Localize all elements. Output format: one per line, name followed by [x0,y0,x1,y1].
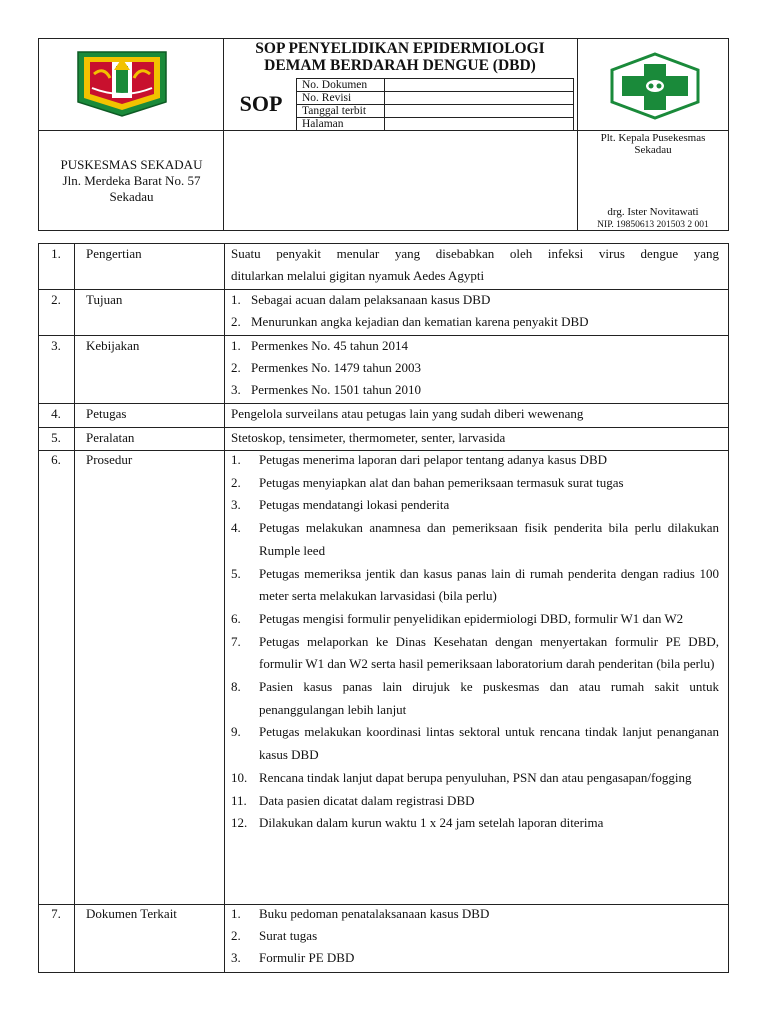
tujuan-list [231,289,719,333]
row-4-number: 4. [51,406,61,421]
row-1-content [231,243,719,287]
pengertian-line2: ditularkan melalui gigitan nyamuk Aedes Agypti [231,268,485,283]
petugas-text: Pengelola surveilans atau petugas lain yang sudah diberi wewenang [231,406,584,421]
list-item: 11. Data pasien dicatat dalam registrasi DBD [231,792,475,808]
row-2-number: 2. [51,292,61,307]
puskesmas-info [40,157,223,205]
title-line2: DEMAM BERDARAH DENGUE (DBD) [264,57,536,74]
row-1-number: 1. [51,246,61,261]
list-item: 7. Petugas melaporkan ke Dinas Kesehatan dengan menyertakan formulir PE DBD, formulir W1 dan W2 serta hasil pemeriksaan laboratorium darah penderitan (bila perlu) [231,633,719,672]
list-item: 1. Buku pedoman penatalaksanaan kasus DBD [231,906,490,921]
list-item: 2. Permenkes No. 1479 tahun 2003 [231,360,422,375]
green-cross-health-icon [608,52,702,125]
list-item: 2. Petugas menyiapkan alat dan bahan pemeriksaan termasuk surat tugas [231,474,624,490]
row-3-number: 3. [51,338,61,353]
header-hline-mid [223,130,578,131]
list-item: 10. Rencana tindak lanjut dapat berupa penyuluhan, PSN dan atau pengasapan/fogging [231,769,692,785]
row-1-label: Pengertian [86,246,142,261]
header-hline-right [577,130,729,131]
list-item: 9. Petugas melakukan koordinasi lintas sektoral untuk rencana tindak lanjut penanganan kasus DBD [231,724,719,763]
row-7-number: 7. [51,906,61,921]
list-item: 1. Sebagai acuan dalam pelaksanaan kasus DBD [231,292,491,307]
signer-title [578,132,728,156]
signer-title-line1: Plt. Kepala Pusekesmas [600,132,706,144]
meta-no-revisi: No. Revisi [302,92,352,104]
row-5-label: Peralatan [86,430,135,445]
header-hline-left [38,130,224,131]
puskesmas-name: PUSKESMAS SEKADAU [60,157,203,172]
list-item: 6. Petugas mengisi formulir penyelidikan epidermiologi DBD, formulir W1 dan W2 [231,610,684,626]
signer-nip: NIP. 19850613 201503 2 001 [597,220,709,230]
list-item: 1. Petugas menerima laporan dari pelapor tentang adanya kasus DBD [231,452,607,467]
table-divider-label [224,243,225,973]
row-4-label: Petugas [86,406,127,421]
title-line1: SOP PENYELIDIKAN EPIDERMIOLOGI [255,40,545,57]
meta-halaman: Halaman [302,118,344,130]
list-item: 12. Dilakukan dalam kurun waktu 1 x 24 jam setelah laporan diterima [231,815,604,831]
row-6-label: Prosedur [86,452,133,467]
row-5-number: 5. [51,430,61,445]
dokumen-terkait-list [231,903,719,969]
kebijakan-list [231,335,719,401]
header-divider-left [223,38,224,231]
list-item: 2. Surat tugas [231,928,318,943]
list-item: 2. Menurunkan angka kejadian dan kematian karena penyakit DBD [231,314,589,329]
meta-tanggal-terbit: Tanggal terbit [302,105,367,117]
document-title [225,40,575,74]
pengertian-line1: Suatu penyakit menular yang disebabkan oleh infeksi virus dengue yang [231,246,719,261]
row-6-number: 6. [51,452,61,467]
peralatan-text: Stetoskop, tensimeter, thermometer, senter, larvasida [231,430,506,445]
signer-name: drg. Ister Novitawati [607,206,699,218]
list-item: 8. Pasien kasus panas lain dirujuk ke puskesmas dan atau rumah sakit untuk penanggulangan lebih lanjut [231,679,719,717]
puskesmas-city: Sekadau [109,189,154,204]
list-item: 3. Formulir PE DBD [231,950,355,965]
signer-title-line2: Sekadau [634,144,672,156]
row-2-label: Tujuan [86,292,123,307]
sop-label: SOP [239,91,283,116]
prosedur-list [231,449,719,835]
list-item: 4. Petugas melakukan anamnesa dan pemeriksaan fisik penderita bila perlu dilakukan Rumple leed [231,520,719,558]
list-item: 3. Permenkes No. 1501 tahun 2010 [231,382,422,397]
table-divider-num [74,243,75,973]
puskesmas-address: Jln. Merdeka Barat No. 57 [62,173,201,188]
list-item: 3. Petugas mendatangi lokasi penderita [231,497,450,513]
list-item: 5. Petugas memeriksa jentik dan kasus panas lain di rumah penderita dengan radius 100 meter serta melakukan larvasidasi (bila perlu) [231,565,719,604]
regency-emblem-icon [74,48,170,123]
row-3-label: Kebijakan [86,338,140,353]
meta-divider-v3 [573,78,574,131]
row-7-label: Dokumen Terkait [86,906,177,921]
list-item: 1. Permenkes No. 45 tahun 2014 [231,338,409,353]
meta-no-dokumen: No. Dokumen [302,79,368,91]
